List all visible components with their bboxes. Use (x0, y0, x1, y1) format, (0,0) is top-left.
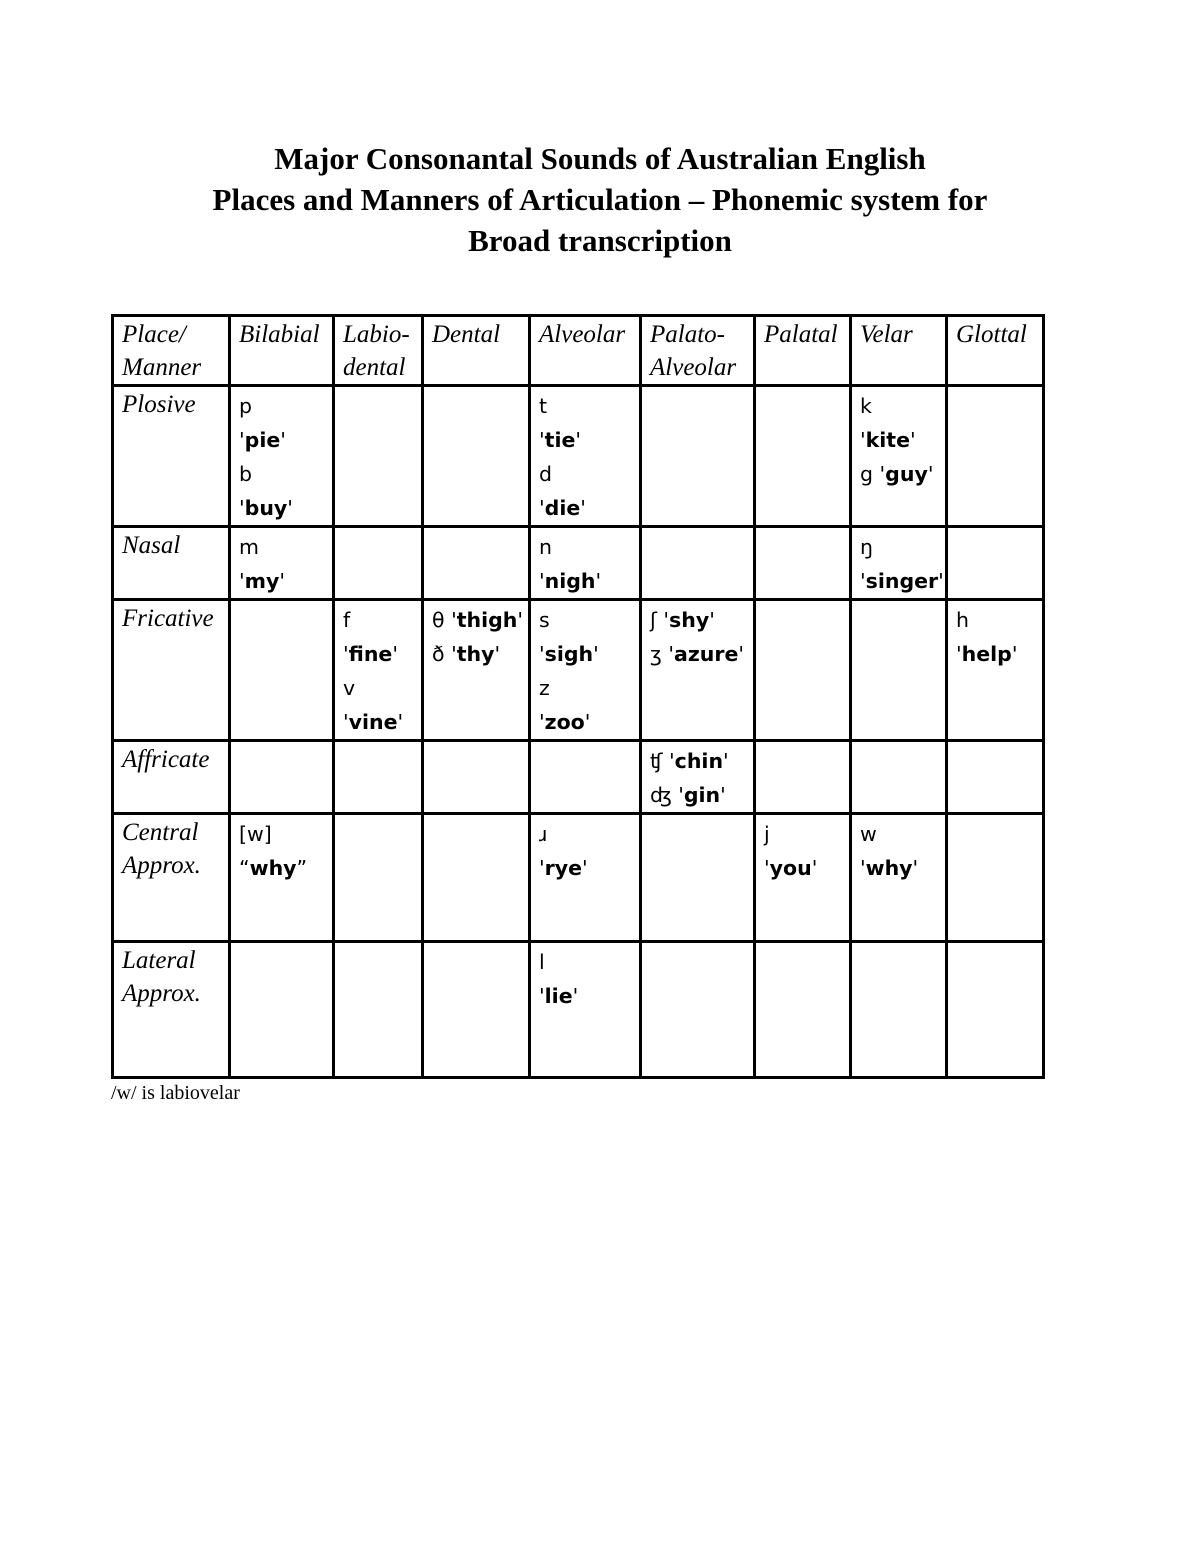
table-cell (641, 814, 755, 942)
cell-line: Nasal (122, 532, 181, 559)
row-header-plosive (113, 386, 230, 527)
cell-line: m (239, 535, 259, 559)
column-header-glottal (947, 316, 1044, 386)
table-cell (530, 600, 641, 741)
cell-line: 'sigh' (539, 642, 599, 666)
table-cell (641, 527, 755, 600)
cell-line: [w] (239, 822, 272, 846)
cell-line: Affricate (122, 746, 210, 773)
consonant-table (111, 314, 1045, 1079)
table-cell (947, 814, 1044, 942)
table-cell (851, 741, 947, 814)
table-cell (334, 386, 423, 527)
table-cell (334, 942, 423, 1078)
cell-line: 'singer' (860, 569, 944, 593)
cell-line: 'pie' (239, 428, 286, 452)
cell-line: “why” (239, 856, 308, 880)
table-cell (947, 741, 1044, 814)
cell-line: Palatal (764, 321, 838, 348)
row-header-lateral-approx (113, 942, 230, 1078)
footnote: /w/ is labiovelar (111, 1082, 240, 1104)
cell-line: ʒ 'azure' (650, 642, 745, 666)
table-cell (230, 741, 334, 814)
table-cell (423, 741, 530, 814)
table-cell (755, 942, 851, 1078)
cell-line: 'vine' (343, 710, 404, 734)
table-cell (423, 527, 530, 600)
cell-line: ŋ (860, 535, 873, 559)
cell-line: dental (343, 354, 406, 381)
table-cell (851, 527, 947, 600)
cell-line: z (539, 676, 550, 700)
column-header-dental (423, 316, 530, 386)
cell-line: 'rye' (539, 856, 588, 880)
cell-line: Alveolar (650, 354, 737, 381)
cell-line: v (343, 676, 356, 700)
table-row (113, 814, 1044, 942)
table-cell (334, 600, 423, 741)
table-cell (423, 386, 530, 527)
cell-line: 'buy' (239, 496, 293, 520)
row-header-affricate (113, 741, 230, 814)
cell-line: 'fine' (343, 642, 398, 666)
table-cell (755, 741, 851, 814)
cell-line: n (539, 535, 552, 559)
cell-line: Lateral (122, 947, 196, 974)
table-cell (641, 600, 755, 741)
cell-line: 'kite' (860, 428, 916, 452)
cell-line: 'my' (239, 569, 286, 593)
column-header-alveolar (530, 316, 641, 386)
table-cell (641, 741, 755, 814)
table-cell (755, 527, 851, 600)
cell-line: ʧ 'chin' (650, 749, 729, 773)
cell-line: ʤ 'gin' (650, 783, 726, 807)
cell-line: Velar (860, 321, 913, 348)
cell-line: d (539, 462, 553, 486)
table-cell (530, 386, 641, 527)
cell-line: 'help' (956, 642, 1018, 666)
cell-line: b (239, 462, 253, 486)
column-header-velar (851, 316, 947, 386)
table-cell (334, 741, 423, 814)
table-cell (755, 814, 851, 942)
cell-line: w (860, 822, 877, 846)
table-cell (641, 942, 755, 1078)
table-cell (530, 527, 641, 600)
column-header-palatal (755, 316, 851, 386)
table-cell (423, 814, 530, 942)
cell-line: Alveolar (539, 321, 626, 348)
cell-line: 'why' (860, 856, 919, 880)
cell-line: Bilabial (239, 321, 320, 348)
table-cell (230, 386, 334, 527)
table-cell (530, 814, 641, 942)
cell-line: ʃ 'shy' (650, 608, 715, 632)
cell-line: s (539, 608, 550, 632)
row-header-fricative (113, 600, 230, 741)
table-cell (947, 600, 1044, 741)
cell-line: 'lie' (539, 984, 579, 1008)
table-cell (230, 814, 334, 942)
header-row (113, 316, 1044, 386)
table-cell (755, 386, 851, 527)
table-cell (530, 741, 641, 814)
cell-line: Labio- (343, 321, 410, 348)
table-cell (947, 386, 1044, 527)
table-cell (947, 527, 1044, 600)
cell-line: Palato- (650, 321, 725, 348)
cell-line: Dental (432, 321, 501, 348)
cell-line: p (239, 394, 253, 418)
column-header-palato-alveolar (641, 316, 755, 386)
table-cell (334, 814, 423, 942)
cell-line: h (956, 608, 969, 632)
table-row (113, 600, 1044, 741)
cell-line: k (860, 394, 872, 418)
cell-line: 'you' (764, 856, 818, 880)
table-cell (230, 600, 334, 741)
cell-line: 'die' (539, 496, 586, 520)
cell-line: 'nigh' (539, 569, 602, 593)
table-cell (230, 942, 334, 1078)
cell-line: Place/ (122, 321, 186, 348)
cell-line: Plosive (122, 391, 196, 418)
table-cell (851, 600, 947, 741)
cell-line: j (764, 822, 770, 846)
column-header-bilabial (230, 316, 334, 386)
table-row (113, 386, 1044, 527)
cell-line: θ 'thigh' (432, 608, 524, 632)
table-cell (851, 942, 947, 1078)
table-cell (423, 942, 530, 1078)
table-row (113, 942, 1044, 1078)
cell-line: Central (122, 819, 199, 846)
cell-line: f (343, 608, 351, 632)
cell-line: ð 'thy' (432, 642, 501, 666)
cell-line: Approx. (122, 852, 201, 879)
cell-line: 'tie' (539, 428, 582, 452)
cell-line: Manner (122, 354, 202, 381)
table-row (113, 741, 1044, 814)
table-cell (755, 600, 851, 741)
row-header-nasal (113, 527, 230, 600)
table-cell (423, 600, 530, 741)
cell-line: g 'guy' (860, 462, 934, 486)
table-cell (334, 527, 423, 600)
cell-line: Fricative (122, 605, 214, 632)
cell-line: Approx. (122, 980, 201, 1007)
row-header-central-approx (113, 814, 230, 942)
table-cell (230, 527, 334, 600)
table-cell (851, 386, 947, 527)
table-row (113, 527, 1044, 600)
table-cell (851, 814, 947, 942)
cell-line: l (539, 950, 545, 974)
cell-line: t (539, 394, 548, 418)
document-title (0, 138, 1200, 261)
title-line-2: Places and Manners of Articulation – Phonemic system for (212, 182, 988, 217)
cell-line: 'zoo' (539, 710, 591, 734)
column-header-place-manner (113, 316, 230, 386)
table-cell (530, 942, 641, 1078)
table-cell (641, 386, 755, 527)
title-line-3: Broad transcription (468, 223, 732, 258)
title-line-1: Major Consonantal Sounds of Australian English (274, 141, 926, 176)
cell-line: Glottal (956, 321, 1027, 348)
table-cell (947, 942, 1044, 1078)
cell-line: ɹ (539, 822, 548, 846)
column-header-labio-dental (334, 316, 423, 386)
